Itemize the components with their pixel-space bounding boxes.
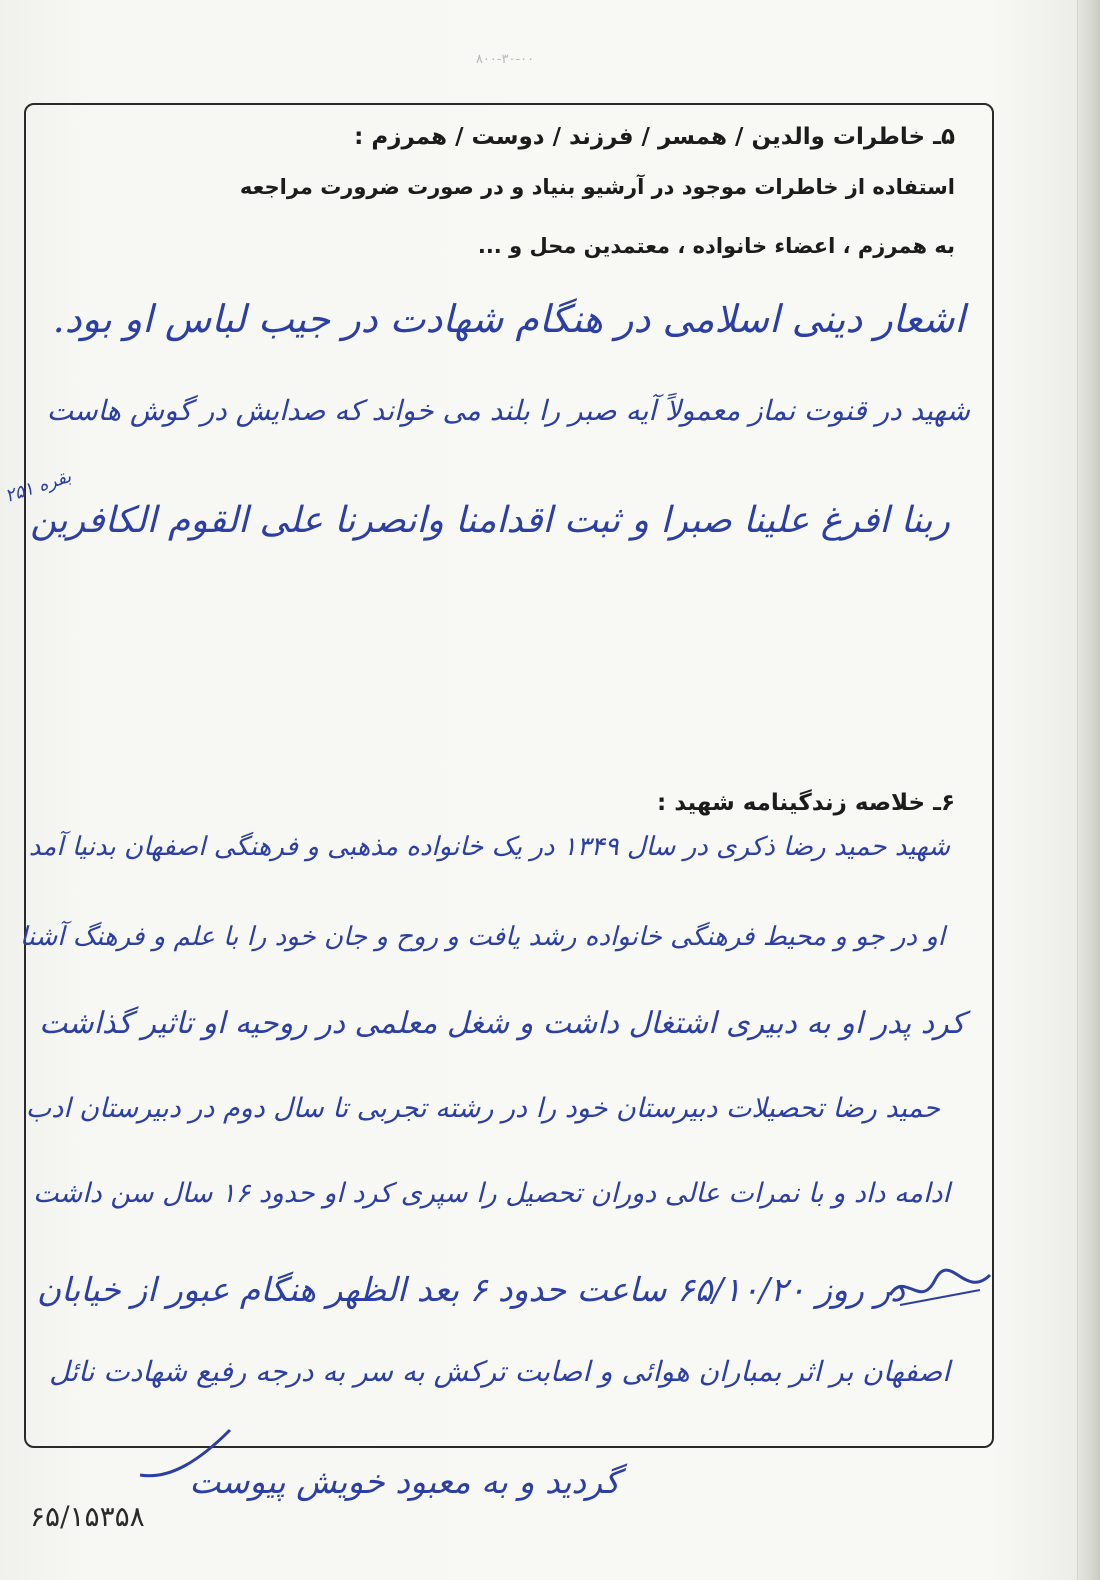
memory-line-1: اشعار دینی اسلامی در هنگام شهادت در جیب لباس او بود. xyxy=(52,297,965,341)
section6-heading: ۶ـ خلاصه زندگینامه شهید : xyxy=(657,790,955,816)
biography-line-5: ادامه داد و با نمرات عالی دوران تحصیل را سپری کرد او حدود ۱۶ سال سن داشت xyxy=(33,1178,950,1209)
section5-heading: ۵ـ خاطرات والدین / همسر / فرزند / دوست / همرزم : xyxy=(354,124,955,150)
biography-line-1: شهید حمید رضا ذکری در سال ۱۳۴۹ در یک خانواده مذهبی و فرهنگی اصفهان بدنیا آمد xyxy=(28,832,950,862)
memory-line-3: ربنا افرغ علینا صبرا و ثبت اقدامنا وانصرنا علی القوم الکافرین xyxy=(30,500,950,541)
page-number: ۶۵/۱۵۳۵۸ xyxy=(30,1500,145,1533)
top-stamp: ۸۰۰-۳۰-۰۰ xyxy=(475,52,535,67)
biography-line-4: حمید رضا تحصیلات دبیرستان خود را در رشته تجربی تا سال دوم در دبیرستان ادب xyxy=(25,1093,940,1124)
biography-line-7: اصفهان بر اثر بمباران هوائی و اصابت ترکش به سر به درجه رفیع شهادت نائل xyxy=(49,1355,950,1388)
margin-reference: ۲۵۱ بقره xyxy=(2,465,74,508)
biography-line-3: کرد پدر او به دبیری اشتغال داشت و شغل معلمی در روحیه او تاثیر گذاشت xyxy=(39,1006,965,1041)
page-edge xyxy=(1077,0,1100,1580)
biography-line-6: در روز ۶۵/۱۰/۲۰ ساعت حدود ۶ بعد الظهر هنگام عبور از خیابان xyxy=(36,1270,905,1309)
memory-line-2: شهید در قنوت نماز معمولاً آیه صبر را بلند می خواند که صدایش در گوش هاست xyxy=(46,394,970,427)
section5-instruction-line2: به همرزم ، اعضاء خانواده ، معتمدین محل و ... xyxy=(477,234,955,258)
biography-line-8: گردید و به معبود خویش پیوست xyxy=(189,1462,620,1501)
section5-instruction-line1: استفاده از خاطرات موجود در آرشیو بنیاد و در صورت ضرورت مراجعه xyxy=(239,175,955,199)
pen-stroke-flourish xyxy=(130,1420,250,1490)
biography-line-2: او در جو و محیط فرهنگی خانواده رشد یافت و روح و جان خود را با علم و فرهنگ آشنا xyxy=(19,922,945,952)
pen-stroke-scribble xyxy=(880,1255,1000,1325)
